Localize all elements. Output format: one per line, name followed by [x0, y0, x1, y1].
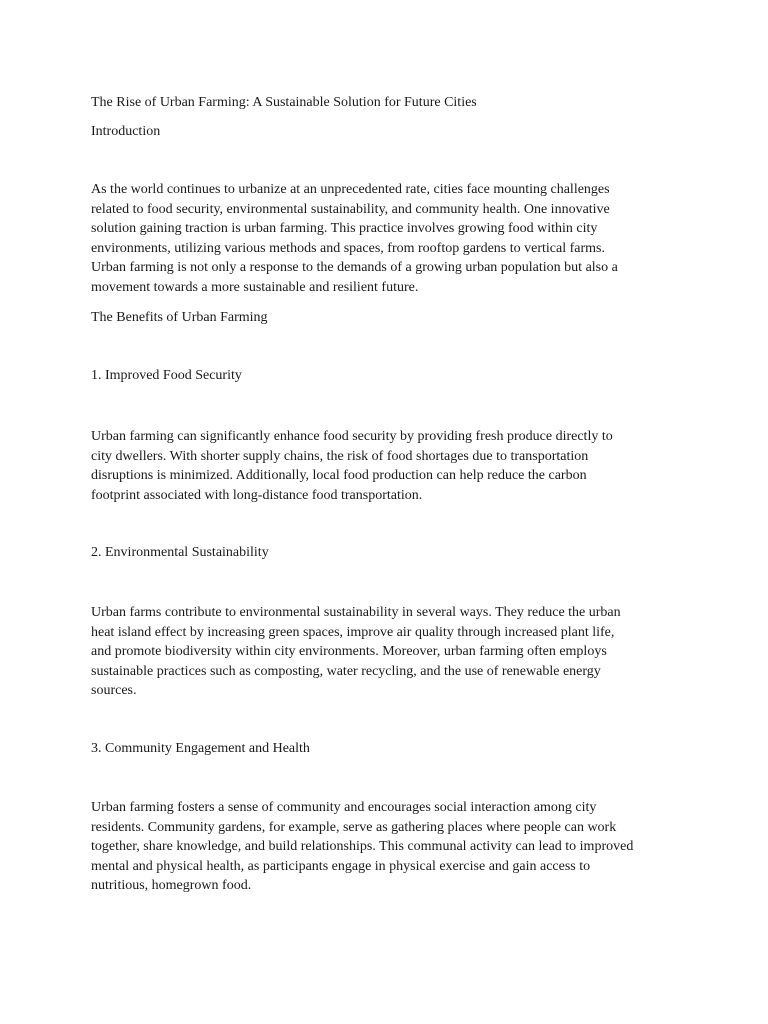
paragraph-line: As the world continues to urbanize at an unprecedented rate, cities face mounting challenges — [91, 182, 610, 197]
section-heading: 1. Improved Food Security — [91, 368, 242, 383]
paragraph-line: heat island effect by increasing green spaces, improve air quality through increased plant life, — [91, 624, 615, 640]
section-paragraph — [91, 427, 691, 505]
paragraph-line: Urban farming is not only a response to the demands of a growing urban population but also a — [91, 260, 618, 276]
paragraph-line: solution gaining traction is urban farming. This practice involves growing food within city — [91, 221, 598, 237]
section-paragraph — [91, 798, 691, 896]
paragraph-line: environments, utilizing various methods and spaces, from rooftop gardens to vertical farms. — [91, 240, 605, 256]
paragraph-line: Urban farming fosters a sense of community and encourages social interaction among city — [91, 800, 597, 815]
section-heading: 2. Environmental Sustainability — [91, 545, 269, 560]
benefits-heading: The Benefits of Urban Farming — [91, 310, 268, 325]
paragraph-line: Urban farms contribute to environmental sustainability in several ways. They reduce the urban — [91, 605, 621, 620]
intro-paragraph — [91, 180, 691, 298]
section-paragraph — [91, 603, 691, 701]
paragraph-line: together, share knowledge, and build relationships. This communal activity can lead to improved — [91, 839, 634, 855]
paragraph-line: and promote biodiversity within city environments. Moreover, urban farming often employs — [91, 644, 607, 660]
paragraph-line: related to food security, environmental sustainability, and community health. One innovative — [91, 201, 610, 217]
paragraph-line: Urban farming can significantly enhance food security by providing fresh produce directly to — [91, 429, 613, 444]
paragraph-line: footprint associated with long-distance food transportation. — [91, 487, 423, 503]
paragraph-line: sources. — [91, 683, 137, 699]
paragraph-line: city dwellers. With shorter supply chains, the risk of food shortages due to transportation — [91, 448, 589, 464]
intro-heading: Introduction — [91, 124, 161, 139]
paragraph-line: nutritious, homegrown food. — [91, 878, 252, 894]
section-heading: 3. Community Engagement and Health — [91, 741, 310, 756]
paragraph-line: movement towards a more sustainable and resilient future. — [91, 279, 419, 295]
paragraph-line: disruptions is minimized. Additionally, local food production can help reduce the carbon — [91, 468, 587, 484]
paragraph-line: sustainable practices such as composting, water recycling, and the use of renewable energy — [91, 663, 601, 679]
document-title: The Rise of Urban Farming: A Sustainable Solution for Future Cities — [91, 95, 477, 110]
paragraph-line: mental and physical health, as participants engage in physical exercise and gain access to — [91, 858, 591, 874]
paragraph-line: residents. Community gardens, for example, serve as gathering places where people can work — [91, 819, 617, 835]
